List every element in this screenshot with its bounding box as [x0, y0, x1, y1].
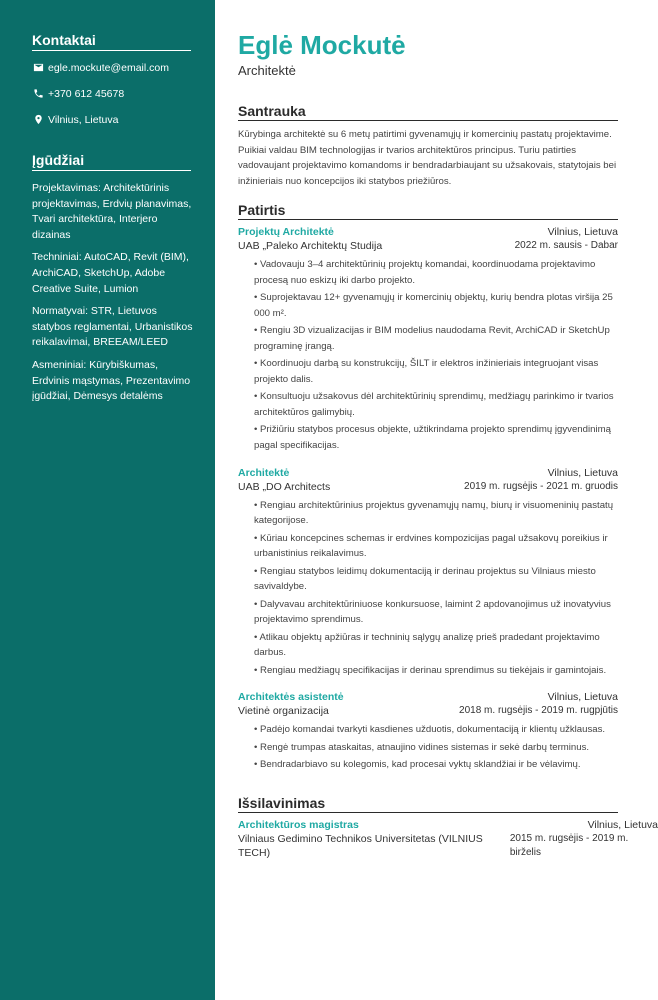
- job-title: Architektė: [238, 466, 290, 479]
- skills-heading: Įgūdžiai: [32, 152, 191, 171]
- education-dates: 2015 m. rugsėjis - 2019 m. birželis: [509, 832, 629, 858]
- sidebar: [0, 0, 215, 1000]
- job-dates: 2019 m. rugsėjis - 2021 m. gruodis: [464, 480, 618, 492]
- summary-section: [238, 103, 618, 189]
- job-location: Vilnius, Lietuva: [547, 226, 618, 239]
- skill-group: Normatyvai: STR, Lietuvos statybos reglamentai, Urbanistikos reikalavimai, BREEAM/LEED: [32, 305, 193, 349]
- job-bullets: [254, 722, 618, 772]
- summary-heading: Santrauka: [238, 103, 618, 121]
- contact-location: [32, 113, 191, 126]
- bullet-item: • Kūriau koncepcines schemas ir erdvines kompozicijas pagal užsakovų poreikius ir urbanistinius reikalavimus.: [254, 531, 618, 562]
- job-company: Vietinė organizacija: [238, 705, 329, 718]
- job-entry: [238, 225, 618, 453]
- school-name: Vilniaus Gedimino Technikos Universitetas (VILNIUS TECH): [238, 832, 483, 859]
- contacts-heading: Kontaktai: [32, 32, 191, 51]
- contact-email-text: egle.mockute@email.com: [48, 61, 169, 74]
- job-location: Vilnius, Lietuva: [547, 466, 618, 479]
- location-pin-icon: [32, 114, 44, 126]
- job-title: Projektų Architektė: [238, 226, 334, 239]
- experience-heading: Patirtis: [238, 202, 618, 220]
- job-entry: [238, 466, 618, 679]
- bullet-item: • Rengiau architektūrinius projektus gyvenamųjų namų, biurų ir visuomeninių pastatų kategorijose.: [254, 498, 618, 529]
- job-bullets: [254, 257, 618, 453]
- job-company: UAB „DO Architects: [238, 480, 331, 493]
- candidate-role: Architektė: [238, 63, 296, 78]
- education-heading: Išsilavinimas: [238, 795, 618, 813]
- contact-phone[interactable]: [32, 87, 191, 100]
- job-bullets: [254, 498, 618, 679]
- bullet-item: • Koordinuoju darbą su konstrukcijų, ŠILT ir elektros inžinieriais integruojant visas projekto dalis.: [254, 356, 618, 387]
- job-company: UAB „Paleko Architektų Studija: [238, 240, 383, 253]
- bullet-item: • Rengiau statybos leidimų dokumentaciją ir derinau projektus su Vilniaus miesto savivaldybe.: [254, 564, 618, 595]
- bullet-item: • Prižiūriu statybos procesus objekte, užtikrindama projekto sprendimų įgyvendinimą pagal specifikacijas.: [254, 422, 618, 453]
- bullet-item: • Vadovauju 3–4 architektūrinių projektų komandai, koordinuodama projektavimo procesą nuo eskizų iki darbo projekto.: [254, 257, 618, 288]
- contact-phone-text: +370 612 45678: [48, 87, 125, 100]
- candidate-name: Eglė Mockutė: [238, 30, 406, 60]
- bullet-item: • Bendradarbiavo su kolegomis, kad procesai vyktų sklandžiai ir be vėlavimų.: [254, 757, 618, 773]
- job-dates: 2022 m. sausis - Dabar: [514, 240, 618, 252]
- main-content: [238, 30, 658, 860]
- job-dates: 2018 m. rugsėjis - 2019 m. rugpjūtis: [459, 705, 618, 717]
- bullet-item: • Rengiu 3D vizualizacijas ir BIM modelius naudodama Revit, ArchiCAD ir SketchUp programinę įrangą.: [254, 323, 618, 354]
- bullet-item: • Padėjo komandai tvarkyti kasdienes užduotis, dokumentaciją ir klientų užklausas.: [254, 722, 618, 738]
- bullet-item: • Rengiau medžiagų specifikacijas ir derinau sprendimus su tiekėjais ir gamintojais.: [254, 663, 618, 679]
- summary-text: Kūrybinga architektė su 6 metų patirtimi gyvenamųjų ir komercinių pastatų projektavime. Puikiai valdau BIM technologijas ir tvarios architektūros principus. Turiu patirties vadovaujant projektavimo komandoms ir bendradarbiaujant su užsakovais, statytojais bei inžinieriais nuo koncepcijos iki statybos priežiūros.: [238, 129, 617, 187]
- job-title: Architektės asistentė: [238, 691, 344, 704]
- bullet-item: • Dalyvavau architektūriniuose konkursuose, laimint 2 apdovanojimus už inovatyvius projektavimo sprendimus.: [254, 597, 618, 628]
- skill-group: Techniniai: AutoCAD, Revit (BIM), ArchiCAD, SketchUp, Adobe Creative Suite, Lumion: [32, 251, 189, 295]
- bullet-item: • Konsultuoju užsakovus dėl architektūrinių sprendimų, medžiagų parinkimo ir tvarios architektūros galimybių.: [254, 389, 618, 420]
- bullet-item: • Suprojektavau 12+ gyvenamųjų ir komercinių objektų, kurių bendra plotas viršija 25 000 m².: [254, 290, 618, 321]
- bullet-item: • Rengė trumpas ataskaitas, atnaujino vidines sistemas ir sekė darbų terminus.: [254, 740, 618, 756]
- contact-email[interactable]: [32, 61, 191, 74]
- experience-section: [238, 202, 618, 772]
- mail-icon: [32, 62, 44, 74]
- phone-icon: [32, 88, 44, 100]
- bullet-item: • Atlikau objektų apžiūras ir techninių sąlygų analizę prieš pradedant projektavimo darbus.: [254, 630, 618, 661]
- skill-group: Projektavimas: Architektūrinis projektavimas, Erdvių planavimas, Tvari architektūra, Interjero dizainas: [32, 182, 192, 241]
- skills-section: [32, 152, 191, 405]
- job-entry: [238, 690, 618, 772]
- education-section: [238, 794, 658, 860]
- education-location: Vilnius, Lietuva: [587, 818, 658, 831]
- contact-location-text: Vilnius, Lietuva: [48, 113, 119, 126]
- job-location: Vilnius, Lietuva: [547, 691, 618, 704]
- skill-group: Asmeniniai: Kūrybiškumas, Erdvinis mąstymas, Prezentavimo įgūdžiai, Dėmesys detalėms: [32, 358, 191, 403]
- degree-title: Architektūros magistras: [238, 818, 359, 831]
